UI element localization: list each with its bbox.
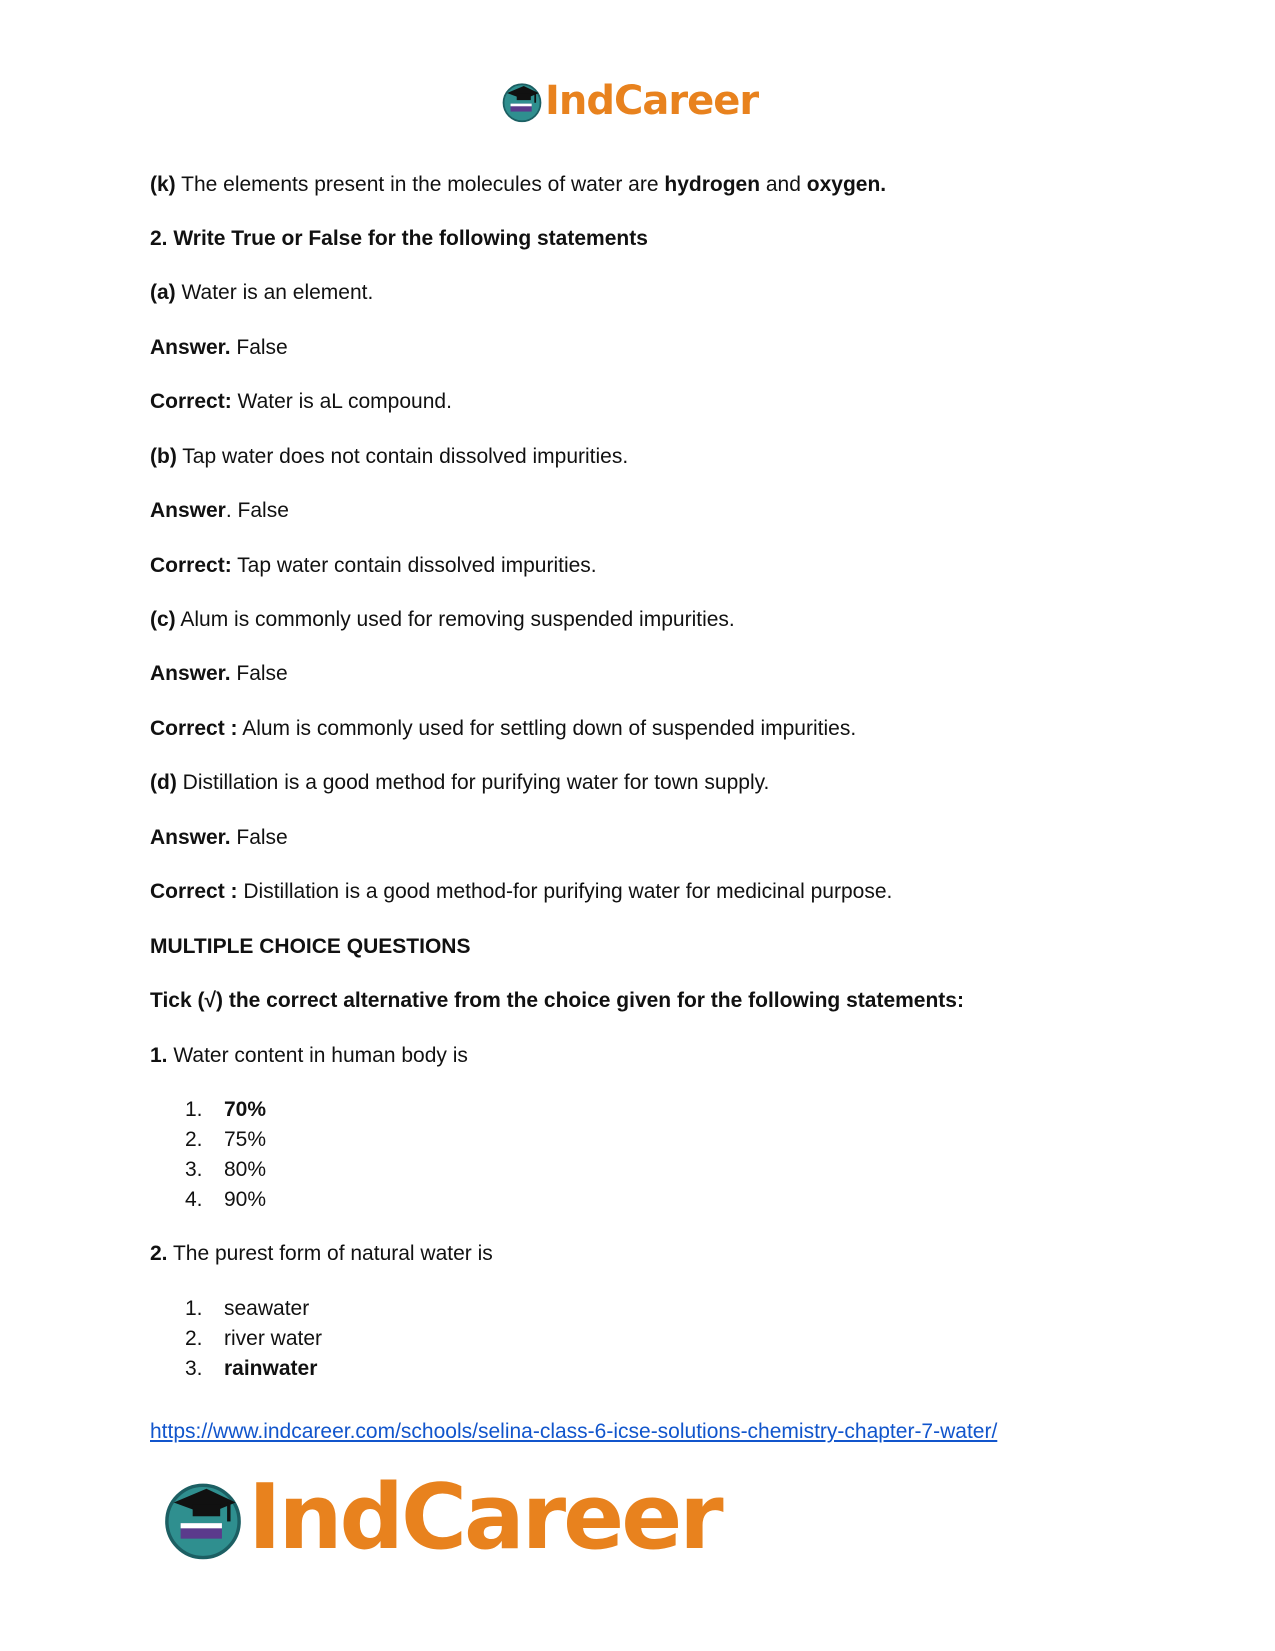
correct-text: Tap water contain dissolved impurities. [231, 554, 597, 577]
question-a [150, 280, 373, 306]
option-number: 3. [185, 1357, 203, 1380]
answer-text: . False [225, 499, 289, 522]
correct-text: Alum is commonly used for settling down of suspended impurities. [237, 717, 857, 740]
item-label: (d) [150, 771, 177, 794]
mcq-heading-text: MULTIPLE CHOICE QUESTIONS [150, 935, 471, 958]
correct-text: Water is aL compound. [231, 390, 452, 413]
correct-label: Correct : [150, 717, 238, 740]
item-text: Alum is commonly used for removing suspended impurities. [175, 608, 735, 631]
answer-a [150, 335, 288, 361]
answer-label: Answer. [150, 662, 231, 685]
fill-blank-k [150, 172, 886, 198]
answer-label: Answer. [150, 826, 231, 849]
option-number: 2. [185, 1128, 203, 1151]
answer-d [150, 825, 288, 851]
correct-b [150, 553, 597, 579]
tick-instruction-text: Tick (√) the correct alternative from the choice given for the following statements: [150, 989, 964, 1012]
answer-c [150, 661, 288, 687]
option-text: 90% [224, 1188, 267, 1211]
correct-text: Distillation is a good method-for purifying water for medicinal purpose. [237, 880, 893, 903]
option-number: 1. [185, 1297, 203, 1320]
question-number: 2. [150, 1242, 168, 1265]
option-number: 2. [185, 1327, 203, 1350]
question-b [150, 444, 628, 470]
correct-label: Correct: [150, 554, 232, 577]
bold-term: hydrogen [664, 173, 761, 196]
section-heading [150, 226, 648, 252]
answer-label: Answer [150, 499, 226, 522]
source-url-link[interactable]: https://www.indcareer.com/schools/selina-class-6-icse-solutions-chemistry-chapter-7-water/ [150, 1420, 998, 1443]
answer-text: False [230, 662, 288, 685]
answer-b [150, 498, 289, 524]
item-text: Tap water does not contain dissolved impurities. [176, 445, 629, 468]
question-text: The purest form of natural water is [167, 1242, 493, 1265]
mcq-heading [150, 934, 470, 960]
option-text: 75% [224, 1128, 267, 1151]
item-text: Water is an element. [175, 281, 374, 304]
question-c [150, 607, 735, 633]
item-text: The elements present in the molecules of water are [175, 173, 665, 196]
question-number: 1. [150, 1044, 168, 1067]
section-heading-text: 2. Write True or False for the following statements [150, 227, 648, 250]
option-number: 1. [185, 1098, 203, 1121]
correct-label: Correct : [150, 880, 238, 903]
bold-term: oxygen. [806, 173, 887, 196]
answer-text: False [230, 336, 288, 359]
correct-c [150, 716, 856, 742]
option-text: 80% [224, 1158, 267, 1181]
graduation-cap-globe-icon [160, 1475, 246, 1561]
correct-d [150, 879, 892, 905]
correct-a [150, 389, 452, 415]
item-label: (b) [150, 445, 177, 468]
correct-label: Correct: [150, 390, 232, 413]
item-text: and [760, 173, 807, 196]
option-number: 4. [185, 1188, 203, 1211]
tick-instruction [150, 988, 964, 1014]
option-text: river water [224, 1327, 323, 1350]
answer-label: Answer. [150, 336, 231, 359]
item-label: (c) [150, 608, 176, 631]
option-text: seawater [224, 1297, 310, 1320]
item-label: (k) [150, 173, 176, 196]
logo-text: IndCareer [248, 1465, 721, 1570]
header-logo [500, 78, 758, 124]
footer-logo [160, 1465, 721, 1570]
item-text: Distillation is a good method for purifying water for town supply. [176, 771, 770, 794]
graduation-cap-globe-icon [500, 79, 544, 123]
option-correct: rainwater [224, 1357, 318, 1380]
answer-text: False [230, 826, 288, 849]
option-correct: 70% [224, 1098, 267, 1121]
item-label: (a) [150, 281, 176, 304]
question-d [150, 770, 769, 796]
logo-text: IndCareer [545, 78, 759, 124]
mcq-question-2 [150, 1241, 493, 1267]
mcq-question-1 [150, 1043, 468, 1069]
option-number: 3. [185, 1158, 203, 1181]
question-text: Water content in human body is [167, 1044, 468, 1067]
